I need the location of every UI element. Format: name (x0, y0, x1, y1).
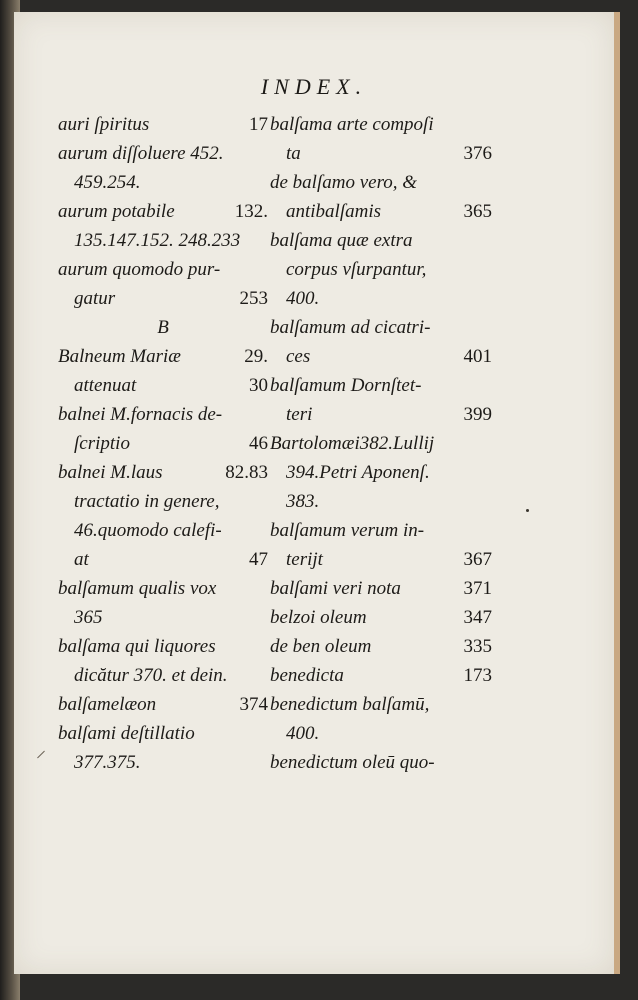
entry-page-number: 401 (463, 346, 492, 367)
entry-text: balſama quæ extra (270, 230, 413, 251)
entry-text: balſamum verum in- (270, 520, 425, 541)
entry-text: balſama arte compoſi (270, 114, 434, 135)
entry-text: Bartolomæi382.Lullij (270, 433, 435, 454)
entry-text: auri ſpiritus (58, 114, 150, 135)
entry-text: balſamum ad cicatri- (270, 317, 431, 338)
index-entry (270, 632, 492, 661)
index-entry (58, 197, 268, 226)
index-entry (58, 603, 268, 632)
index-entry (270, 603, 492, 632)
entry-page-number: 367 (463, 549, 492, 570)
index-entry (58, 516, 268, 545)
entry-text: belzoi oleum (270, 607, 367, 628)
entry-text: aurum diſſoluere 452. (58, 143, 224, 164)
index-entry (270, 516, 492, 545)
entry-page-number: 46 (249, 433, 268, 454)
entry-text: balnei M.fornacis de- (58, 404, 223, 425)
entry-page-number: 335 (463, 636, 492, 657)
entry-text: balſamum Dornſtet- (270, 375, 422, 396)
entry-text: attenuat (74, 375, 137, 396)
entry-page-number: 371 (463, 578, 492, 599)
left-column (58, 110, 268, 777)
entry-text: de ben oleum (270, 636, 372, 657)
entry-text: antibalſamis (286, 201, 382, 222)
entry-text: 135.147.152. 248.233 (74, 230, 241, 251)
margin-mark (37, 751, 45, 759)
entry-text: corpus vſurpantur, (286, 259, 427, 280)
index-entry (58, 139, 268, 168)
entry-text: 400. (286, 288, 320, 309)
index-entry (58, 284, 268, 313)
entry-text: benedictum balſamū, (270, 694, 430, 715)
index-entry (270, 661, 492, 690)
entry-page-number: 29. (244, 346, 268, 367)
entry-page-number: 365 (463, 201, 492, 222)
index-entry (270, 226, 492, 255)
index-entry (58, 168, 268, 197)
entry-text: dicătur 370. et dein. (74, 665, 228, 686)
entry-text: gatur (74, 288, 116, 309)
index-entry (270, 371, 492, 400)
index-entry (270, 429, 492, 458)
index-entry (270, 400, 492, 429)
entry-text: balſama qui liquores (58, 636, 216, 657)
entry-text: ſcriptio (74, 433, 130, 454)
entry-page-number: 47 (249, 549, 268, 570)
entry-page-number: 399 (463, 404, 492, 425)
index-entry (270, 719, 492, 748)
entry-text: 46.quomodo calefi- (74, 520, 222, 541)
index-entry (58, 226, 268, 255)
entry-text: 365 (74, 607, 103, 628)
entry-text: balſami deſtillatio (58, 723, 195, 744)
entry-text: ces (286, 346, 311, 367)
index-entry (270, 545, 492, 574)
entry-text: aurum potabile (58, 201, 175, 222)
index-entry (58, 690, 268, 719)
entry-text: de balſamo vero, & (270, 172, 418, 193)
entry-text: benedicta (270, 665, 344, 686)
index-entry (58, 458, 268, 487)
entry-page-number: 347 (463, 607, 492, 628)
index-entry (58, 371, 268, 400)
index-entry (58, 661, 268, 690)
entry-text: balſami veri nota (270, 578, 401, 599)
entry-text: 377.375. (74, 752, 141, 773)
entry-text: terijt (286, 549, 323, 570)
entry-page-number: 173 (463, 665, 492, 686)
index-entry (58, 313, 268, 342)
entry-text: Balneum Mariæ (58, 346, 181, 367)
index-entry (58, 342, 268, 371)
entry-page-number: 30 (249, 375, 268, 396)
entry-page-number: 17 (249, 114, 268, 135)
entry-page-number: 82.83 (225, 462, 268, 483)
index-entry (270, 110, 492, 139)
book-page (14, 12, 620, 974)
entry-text: balſamum qualis vox (58, 578, 217, 599)
index-entry (58, 719, 268, 748)
index-entry (58, 545, 268, 574)
ink-spot (526, 509, 529, 512)
entry-text: at (74, 549, 89, 570)
index-entry (58, 632, 268, 661)
index-entry (58, 574, 268, 603)
index-entry (58, 255, 268, 284)
entry-text: 383. (286, 491, 320, 512)
entry-text: aurum quomodo pur- (58, 259, 221, 280)
entry-page-number: 374 (239, 694, 268, 715)
index-entry (58, 748, 268, 777)
index-entry (270, 255, 492, 284)
index-entry (270, 487, 492, 516)
index-entry (270, 284, 492, 313)
entry-text: B (157, 317, 169, 338)
index-entry (270, 574, 492, 603)
index-entry (58, 487, 268, 516)
entry-page-number: 253 (239, 288, 268, 309)
entry-text: teri (286, 404, 313, 425)
index-entry (270, 168, 492, 197)
page-header: INDEX. (260, 74, 368, 99)
entry-text: balſamelæon (58, 694, 157, 715)
entry-text: 400. (286, 723, 320, 744)
index-entry (270, 690, 492, 719)
index-entry (270, 342, 492, 371)
entry-page-number: 376 (463, 143, 492, 164)
index-entry (270, 748, 492, 777)
entry-text: tractatio in genere, (74, 491, 220, 512)
entry-text: balnei M.laus (58, 462, 163, 483)
right-column (270, 110, 492, 777)
entry-text: 459.254. (74, 172, 141, 193)
index-entry (58, 429, 268, 458)
index-entry (270, 197, 492, 226)
entry-page-number: 132. (234, 201, 268, 222)
index-entry (270, 458, 492, 487)
index-entry (270, 139, 492, 168)
index-entry (270, 313, 492, 342)
entry-text: 394.Petri Aponenſ. (286, 462, 430, 483)
index-entry (58, 110, 268, 139)
index-entry (58, 400, 268, 429)
entry-text: ta (286, 143, 301, 164)
entry-text: benedictum oleū quo- (270, 752, 435, 773)
